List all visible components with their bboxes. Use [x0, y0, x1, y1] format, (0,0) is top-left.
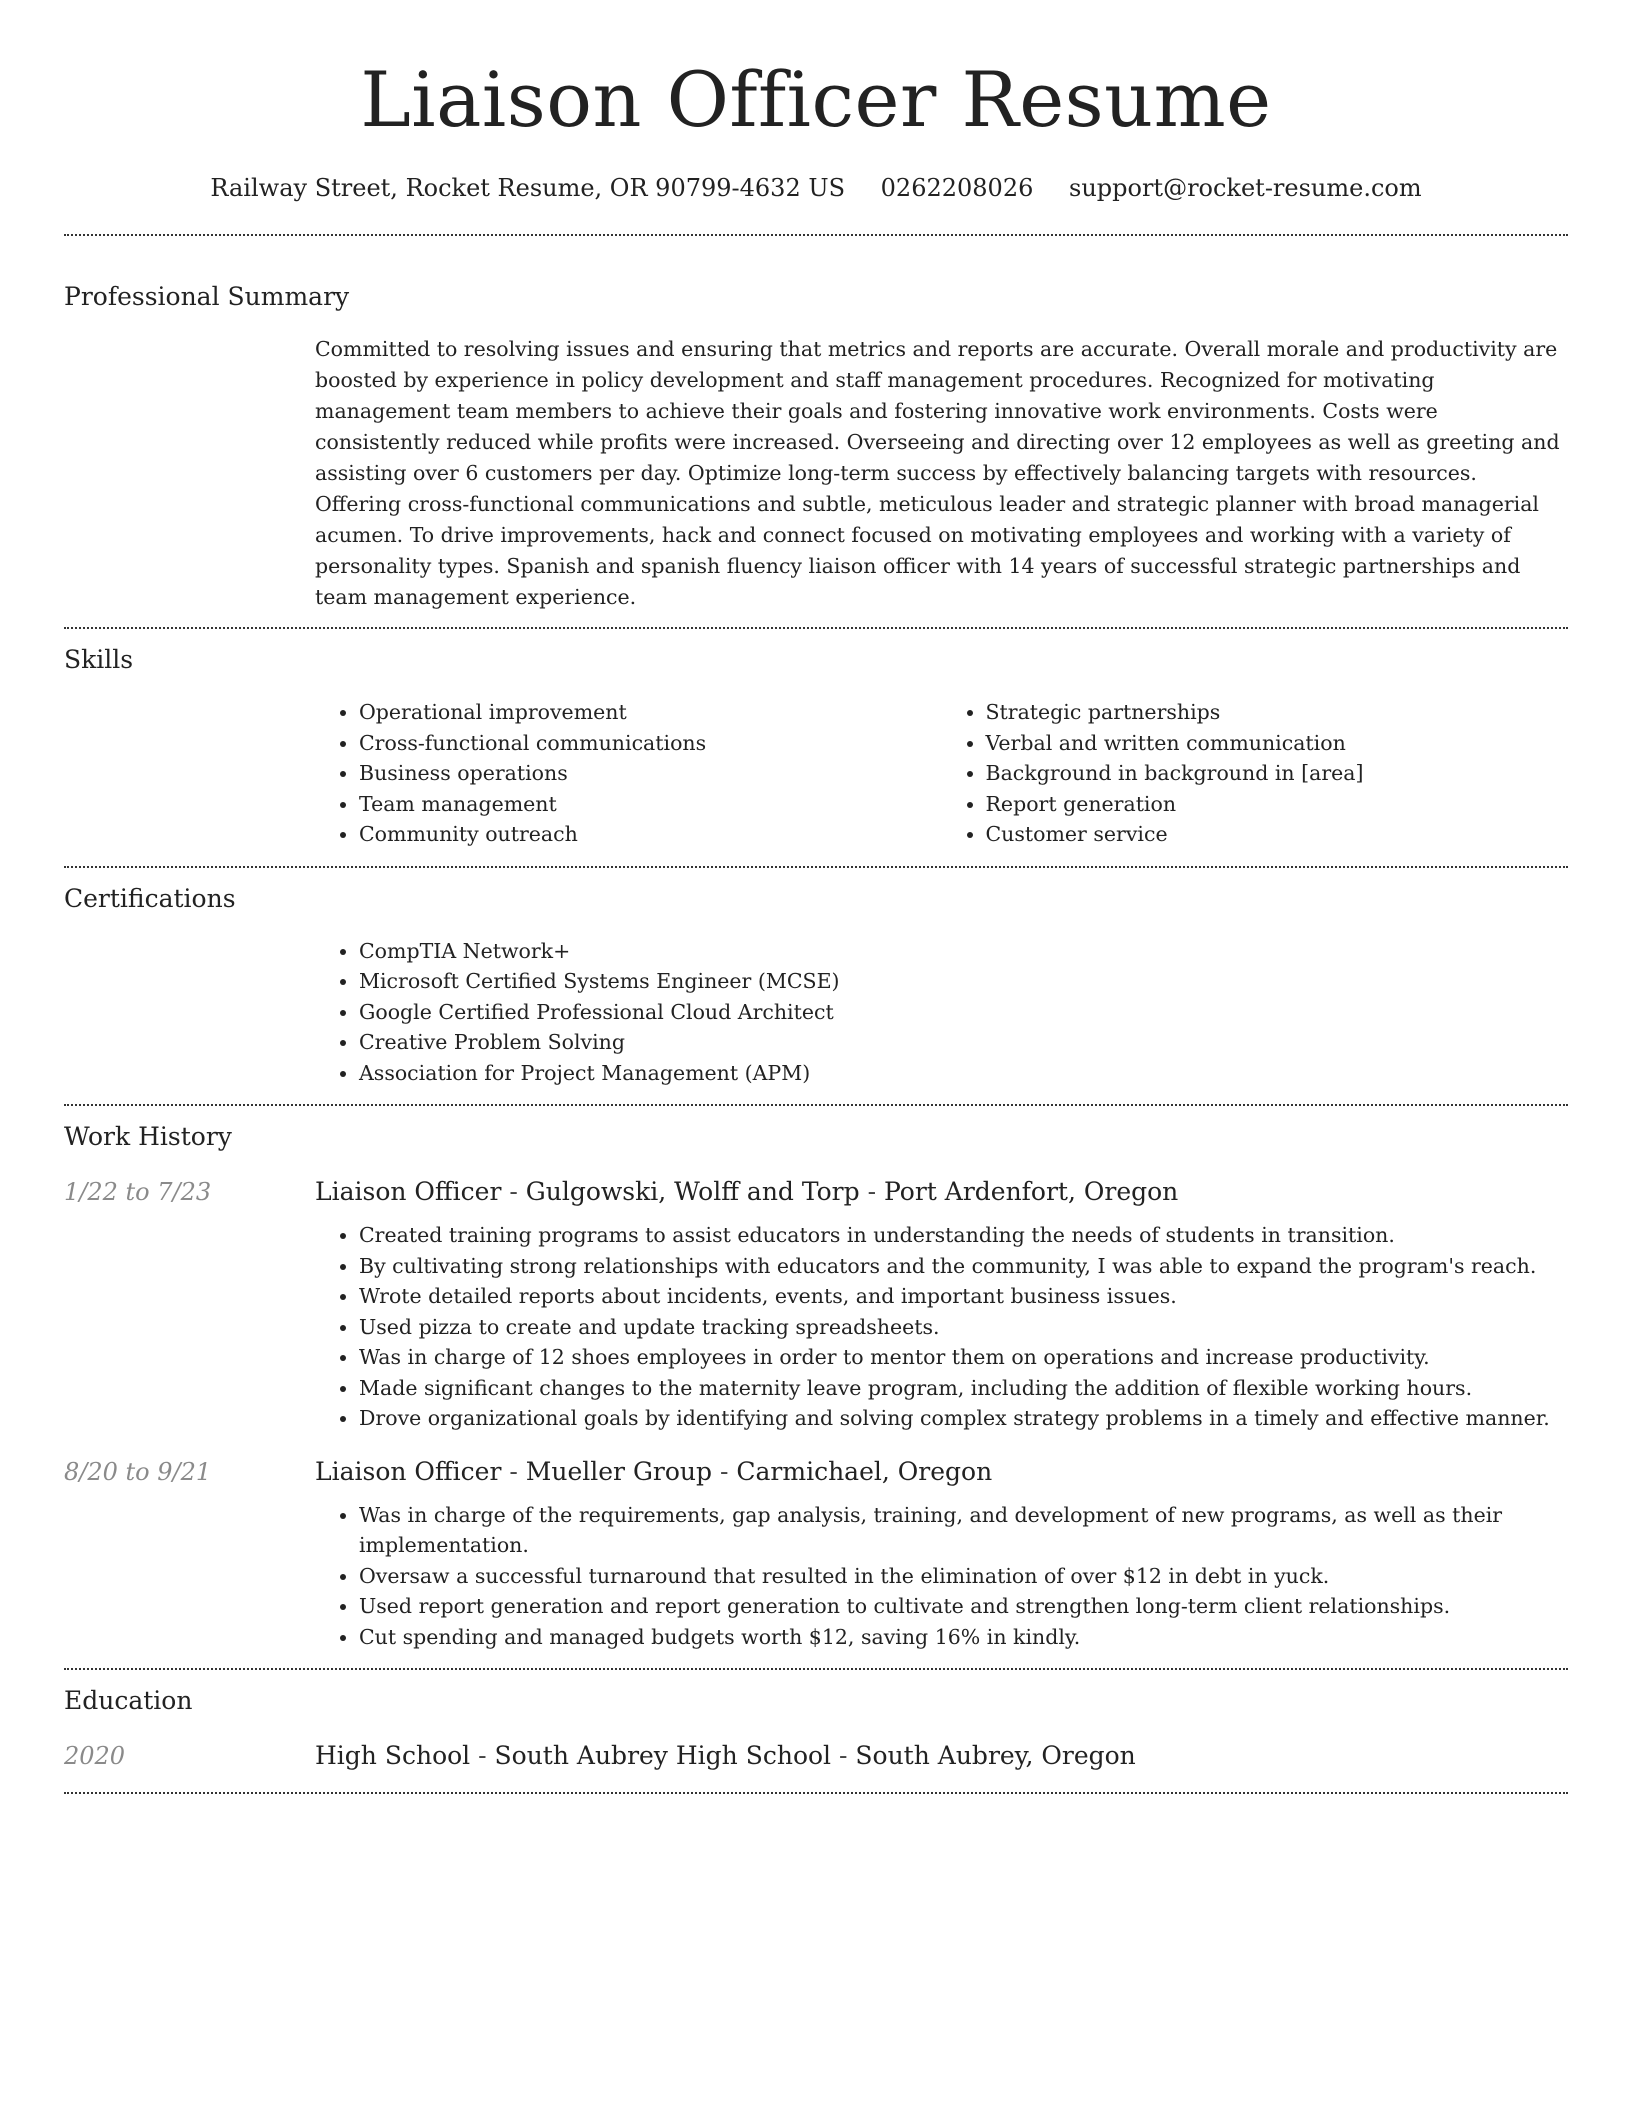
- contact-phone: 0262208026: [880, 174, 1034, 202]
- certifications-list: [315, 936, 1568, 1089]
- work-location: Carmichael, Oregon: [736, 1456, 993, 1486]
- section-title-summary: Professional Summary: [64, 282, 350, 311]
- work-bullet: • Used report generation and report generation to cultivate and strengthen long-term client relationships.: [359, 1591, 1568, 1622]
- work-title: [315, 1176, 1178, 1208]
- skills-list-left: [315, 697, 942, 850]
- work-bullet: • Wrote detailed reports about incidents, events, and important business issues.: [359, 1281, 1568, 1312]
- skill-item: • Strategic partnerships: [986, 697, 1569, 728]
- summary-text: Committed to resolving issues and ensuring that metrics and reports are accurate. Overall morale and productivity are boosted by experience in policy development and staff management procedures. Recognized for motivating management team members to achieve their goals and fostering innovative work environments. Costs were consistently reduced while profits were increased. Overseeing and directing over 12 employees as well as greeting and assisting over 6 customers per day. Optimize long-term success by effectively balancing targets with resources. Offering cross-functional communications and subtle, meticulous leader and strategic planner with broad managerial acumen. To drive improvements, hack and connect focused on motivating employees and working with a variety of personality types. Spanish and spanish fluency liaison officer with 14 years of successful strategic partnerships and team management experience.: [315, 337, 1560, 609]
- skills-list-right: [942, 697, 1569, 850]
- work-bullet: • Was in charge of the requirements, gap analysis, training, and development of new programs, as well as their implementation.: [359, 1500, 1568, 1561]
- skill-item: • Customer service: [986, 819, 1569, 850]
- skill-item: • Report generation: [986, 789, 1569, 820]
- certification-item: • CompTIA Network+: [359, 936, 1568, 967]
- work-location: Port Ardenfort, Oregon: [883, 1177, 1179, 1206]
- divider: [64, 1792, 1568, 1794]
- work-bullet: • Was in charge of 12 shoes employees in order to mentor them on operations and increase productivity.: [359, 1342, 1568, 1373]
- education-degree: High School: [315, 1741, 471, 1770]
- resume-title: Liaison Officer Resume: [360, 55, 1272, 144]
- certification-item: • Google Certified Professional Cloud Architect: [359, 997, 1568, 1028]
- work-bullets: [315, 1220, 1568, 1434]
- skill-item: • Verbal and written communication: [986, 728, 1569, 759]
- summary-section: [64, 236, 1568, 613]
- work-bullet: • Created training programs to assist educators in understanding the needs of students in transition.: [359, 1220, 1568, 1251]
- education-entry: [64, 1740, 1568, 1772]
- education-section: [64, 1670, 1568, 1772]
- skills-section: [64, 629, 1568, 850]
- work-bullets: [315, 1500, 1568, 1653]
- work-entry: [64, 1176, 1568, 1434]
- certifications-section: [64, 868, 1568, 1089]
- work-role: Liaison Officer: [315, 1177, 502, 1206]
- education-school: South Aubrey High School: [494, 1741, 832, 1770]
- work-bullet: • By cultivating strong relationships with educators and the community, I was able to expand the program's reach.: [359, 1251, 1568, 1282]
- section-title-education: Education: [64, 1686, 193, 1715]
- skills-grid: [315, 697, 1568, 850]
- title-separator: -: [501, 1177, 526, 1206]
- title-separator: -: [470, 1741, 495, 1770]
- skill-item: • Cross-functional communications: [359, 728, 942, 759]
- title-separator: -: [859, 1177, 884, 1206]
- section-title-certifications: Certifications: [64, 883, 236, 913]
- title-separator: -: [501, 1456, 526, 1486]
- certification-item: • Microsoft Certified Systems Engineer (MCSE): [359, 966, 1568, 997]
- work-company: Mueller Group: [525, 1456, 713, 1486]
- education-title: [315, 1740, 1136, 1772]
- education-location: South Aubrey, Oregon: [855, 1741, 1136, 1770]
- skill-item: • Operational improvement: [359, 697, 942, 728]
- work-bullet: • Oversaw a successful turnaround that resulted in the elimination of over $12 in debt in yuck.: [359, 1561, 1568, 1592]
- work-date: 8/20 to 9/21: [64, 1457, 212, 1486]
- education-date: 2020: [64, 1742, 126, 1770]
- work-bullet: • Drove organizational goals by identifying and solving complex strategy problems in a timely and effective manner.: [359, 1403, 1568, 1434]
- work-bullet: • Cut spending and managed budgets worth $12, saving 16% in kindly.: [359, 1622, 1568, 1653]
- certification-item: • Creative Problem Solving: [359, 1027, 1568, 1058]
- title-separator: -: [831, 1741, 856, 1770]
- skill-item: • Background in background in [area]: [986, 758, 1569, 789]
- work-title: [315, 1456, 992, 1488]
- skill-item: • Business operations: [359, 758, 942, 789]
- work-role: Liaison Officer: [315, 1456, 502, 1486]
- certification-item: • Association for Project Management (APM): [359, 1058, 1568, 1089]
- contact-line: [0, 172, 1632, 204]
- skill-item: • Community outreach: [359, 819, 942, 850]
- resume-header: [0, 0, 1632, 204]
- work-bullet: • Made significant changes to the maternity leave program, including the addition of flexible working hours.: [359, 1373, 1568, 1404]
- work-section: [64, 1106, 1568, 1652]
- work-date: 1/22 to 7/23: [64, 1178, 212, 1206]
- work-bullet: • Used pizza to create and update tracking spreadsheets.: [359, 1312, 1568, 1343]
- title-separator: -: [712, 1456, 737, 1486]
- section-title-skills: Skills: [64, 645, 134, 674]
- section-title-work: Work History: [64, 1122, 232, 1151]
- work-entry: [64, 1456, 1568, 1653]
- contact-address: Railway Street, Rocket Resume, OR 90799-4632 US: [210, 174, 846, 202]
- skill-item: • Team management: [359, 789, 942, 820]
- work-company: Gulgowski, Wolff and Torp: [525, 1177, 860, 1206]
- contact-email: support@rocket-resume.com: [1069, 174, 1422, 202]
